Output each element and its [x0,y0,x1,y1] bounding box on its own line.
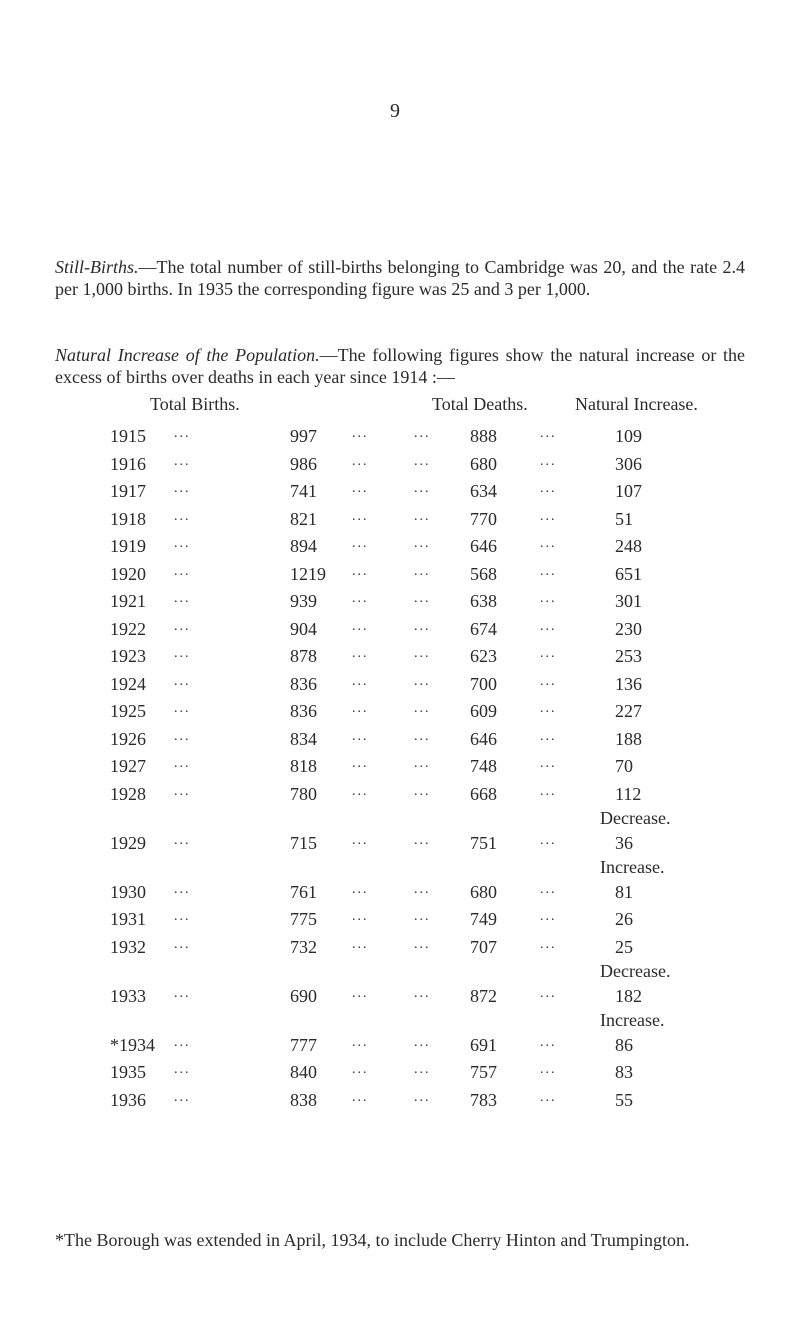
leader-dots: ... [352,646,369,661]
leader-dots: ... [352,783,369,799]
births-cell: 690 [290,985,317,1006]
births-cell: 878 [290,646,317,666]
leader-dots: ... [352,936,369,952]
leader-dots: ... [352,832,369,848]
year-cell: 1927 [110,756,146,776]
births-cell: 840 [290,1062,317,1082]
births-cell: 732 [290,936,317,957]
leader-dots: ... [414,508,431,524]
natural-cell: 253 [615,646,642,666]
leader-dots: ... [414,1034,431,1050]
table-row [0,509,800,537]
deaths-cell: 646 [470,536,497,556]
page-number: 9 [390,100,400,122]
natural-cell: 36 [615,832,633,853]
natural-cell: 651 [615,563,642,584]
leader-dots: ... [352,701,369,716]
leader-dots: ... [540,646,557,661]
leader-dots: ... [352,756,369,771]
leader-dots: ... [540,536,557,551]
leader-dots: ... [414,783,431,799]
births-cell: 904 [290,618,317,639]
table-row [0,833,800,882]
leader-dots: ... [352,985,369,1001]
table-row [0,674,800,702]
leader-dots: ... [414,481,431,496]
births-cell: 834 [290,728,317,749]
births-cell: 836 [290,673,317,694]
footnote: *The Borough was extended in April, 1934, to include Cherry Hinton and Trumpington. [55,1230,690,1250]
leader-dots: ... [174,1062,191,1077]
natural-cell: 136 [615,673,642,694]
leader-dots: ... [414,936,431,952]
deaths-cell: 783 [470,1089,497,1110]
leader-dots: ... [414,832,431,848]
leader-dots: ... [414,1089,431,1105]
leader-dots: ... [540,618,557,634]
year-cell: 1931 [110,909,146,929]
deaths-cell: 568 [470,563,497,584]
births-cell: 715 [290,832,317,853]
deaths-cell: 609 [470,701,497,721]
table-row [0,619,800,647]
table-row [0,481,800,509]
natural-increase-title: Natural Increase of the Population. [55,345,320,365]
natural-cell: 109 [615,426,642,446]
leader-dots: ... [174,909,191,924]
leader-dots: ... [414,756,431,771]
natural-cell: 227 [615,701,642,721]
year-cell: 1919 [110,536,146,556]
year-cell: 1925 [110,701,146,721]
natural-increase-paragraph [55,344,745,388]
year-cell: 1923 [110,646,146,666]
leader-dots: ... [352,881,369,897]
table-row [0,426,800,454]
leader-dots: ... [414,728,431,744]
change-label: Increase. [600,856,665,877]
table-row [0,882,800,910]
natural-cell: 107 [615,481,642,501]
leader-dots: ... [174,563,191,579]
year-cell: 1930 [110,881,146,902]
deaths-cell: 770 [470,508,497,529]
table-row [0,937,800,986]
deaths-cell: 700 [470,673,497,694]
deaths-cell: 751 [470,832,497,853]
deaths-cell: 691 [470,1034,497,1055]
births-cell: 821 [290,508,317,529]
table-row [0,756,800,784]
leader-dots: ... [174,591,191,606]
leader-dots: ... [540,701,557,716]
births-cell: 836 [290,701,317,721]
year-cell: 1924 [110,673,146,694]
leader-dots: ... [174,985,191,1001]
leader-dots: ... [414,618,431,634]
leader-dots: ... [414,1062,431,1077]
table-row [0,909,800,937]
natural-cell: 81 [615,881,633,902]
natural-cell: 25 [615,936,633,957]
year-cell: 1933 [110,985,146,1006]
leader-dots: ... [540,591,557,606]
leader-dots: ... [174,618,191,634]
leader-dots: ... [352,536,369,551]
still-births-text: —The total number of still-births belonging to Cambridge was 20, and the rate 2.4 per 1,000 births. In 1935 the corresponding figure was 25 and 3 per 1,000. [55,257,745,299]
leader-dots: ... [352,673,369,689]
natural-cell: 26 [615,909,633,929]
leader-dots: ... [174,673,191,689]
leader-dots: ... [352,591,369,606]
leader-dots: ... [414,563,431,579]
natural-cell: 230 [615,618,642,639]
leader-dots: ... [414,881,431,897]
deaths-cell: 634 [470,481,497,501]
natural-increase-text: —The following figures show the natural increase or the excess of births over deaths in each year since 1914 :— [55,345,745,387]
natural-cell: 306 [615,453,642,474]
leader-dots: ... [352,426,369,441]
leader-dots: ... [174,1034,191,1050]
deaths-cell: 646 [470,728,497,749]
table-row [0,986,800,1035]
leader-dots: ... [352,618,369,634]
leader-dots: ... [352,481,369,496]
year-cell: 1936 [110,1089,146,1110]
table-row [0,536,800,564]
year-cell: 1935 [110,1062,146,1082]
table-row [0,591,800,619]
leader-dots: ... [414,673,431,689]
births-cell: 818 [290,756,317,776]
deaths-cell: 680 [470,453,497,474]
leader-dots: ... [414,985,431,1001]
header-total-deaths: Total Deaths. [432,394,528,414]
leader-dots: ... [540,881,557,897]
natural-cell: 301 [615,591,642,611]
leader-dots: ... [540,728,557,744]
leader-dots: ... [414,426,431,441]
year-cell: 1916 [110,453,146,474]
leader-dots: ... [352,508,369,524]
leader-dots: ... [540,426,557,441]
leader-dots: ... [540,783,557,799]
deaths-cell: 680 [470,881,497,902]
leader-dots: ... [352,1089,369,1105]
leader-dots: ... [174,936,191,952]
leader-dots: ... [540,1034,557,1050]
births-cell: 986 [290,453,317,474]
still-births-paragraph [55,256,745,300]
leader-dots: ... [352,1034,369,1050]
year-cell: *1934 [110,1034,155,1055]
leader-dots: ... [174,783,191,799]
leader-dots: ... [540,673,557,689]
leader-dots: ... [174,1089,191,1105]
leader-dots: ... [352,728,369,744]
leader-dots: ... [352,1062,369,1077]
still-births-title: Still-Births. [55,257,139,277]
deaths-cell: 748 [470,756,497,776]
year-cell: 1929 [110,832,146,853]
deaths-cell: 623 [470,646,497,666]
births-cell: 1219 [290,563,326,584]
leader-dots: ... [540,756,557,771]
leader-dots: ... [540,453,557,469]
leader-dots: ... [174,536,191,551]
header-total-births: Total Births. [150,394,240,414]
table-row [0,1062,800,1090]
natural-cell: 70 [615,756,633,776]
table-row [0,784,800,833]
year-cell: 1932 [110,936,146,957]
leader-dots: ... [540,936,557,952]
year-cell: 1928 [110,783,146,804]
table-row [0,1090,800,1118]
natural-cell: 55 [615,1089,633,1110]
leader-dots: ... [174,481,191,496]
year-cell: 1921 [110,591,146,611]
natural-cell: 248 [615,536,642,556]
leader-dots: ... [414,701,431,716]
leader-dots: ... [174,508,191,524]
leader-dots: ... [414,536,431,551]
deaths-cell: 707 [470,936,497,957]
leader-dots: ... [540,909,557,924]
leader-dots: ... [174,701,191,716]
leader-dots: ... [540,1089,557,1105]
leader-dots: ... [174,756,191,771]
births-cell: 775 [290,909,317,929]
leader-dots: ... [174,426,191,441]
leader-dots: ... [352,563,369,579]
year-cell: 1920 [110,563,146,584]
births-cell: 838 [290,1089,317,1110]
deaths-cell: 888 [470,426,497,446]
deaths-cell: 674 [470,618,497,639]
leader-dots: ... [352,453,369,469]
table-row [0,729,800,757]
leader-dots: ... [540,481,557,496]
header-natural-increase: Natural Increase. [575,394,698,414]
births-cell: 741 [290,481,317,501]
year-cell: 1926 [110,728,146,749]
leader-dots: ... [540,508,557,524]
leader-dots: ... [174,646,191,661]
leader-dots: ... [414,591,431,606]
change-label: Decrease. [600,807,671,828]
leader-dots: ... [352,909,369,924]
change-label: Increase. [600,1009,665,1030]
table-row [0,701,800,729]
leader-dots: ... [174,881,191,897]
population-table [0,426,800,1117]
natural-cell: 51 [615,508,633,529]
table-row [0,454,800,482]
births-cell: 997 [290,426,317,446]
table-row [0,646,800,674]
births-cell: 777 [290,1034,317,1055]
table-row [0,1035,800,1063]
deaths-cell: 872 [470,985,497,1006]
natural-cell: 182 [615,985,642,1006]
leader-dots: ... [414,646,431,661]
births-cell: 780 [290,783,317,804]
year-cell: 1922 [110,618,146,639]
deaths-cell: 668 [470,783,497,804]
deaths-cell: 757 [470,1062,497,1082]
change-label: Decrease. [600,960,671,981]
leader-dots: ... [540,832,557,848]
leader-dots: ... [174,728,191,744]
leader-dots: ... [174,453,191,469]
natural-cell: 188 [615,728,642,749]
leader-dots: ... [174,832,191,848]
deaths-cell: 638 [470,591,497,611]
year-cell: 1915 [110,426,146,446]
year-cell: 1918 [110,508,146,529]
leader-dots: ... [540,563,557,579]
deaths-cell: 749 [470,909,497,929]
natural-cell: 86 [615,1034,633,1055]
leader-dots: ... [540,985,557,1001]
leader-dots: ... [414,453,431,469]
natural-cell: 83 [615,1062,633,1082]
natural-cell: 112 [615,783,642,804]
table-row [0,564,800,592]
year-cell: 1917 [110,481,146,501]
births-cell: 894 [290,536,317,556]
births-cell: 939 [290,591,317,611]
births-cell: 761 [290,881,317,902]
leader-dots: ... [414,909,431,924]
leader-dots: ... [540,1062,557,1077]
